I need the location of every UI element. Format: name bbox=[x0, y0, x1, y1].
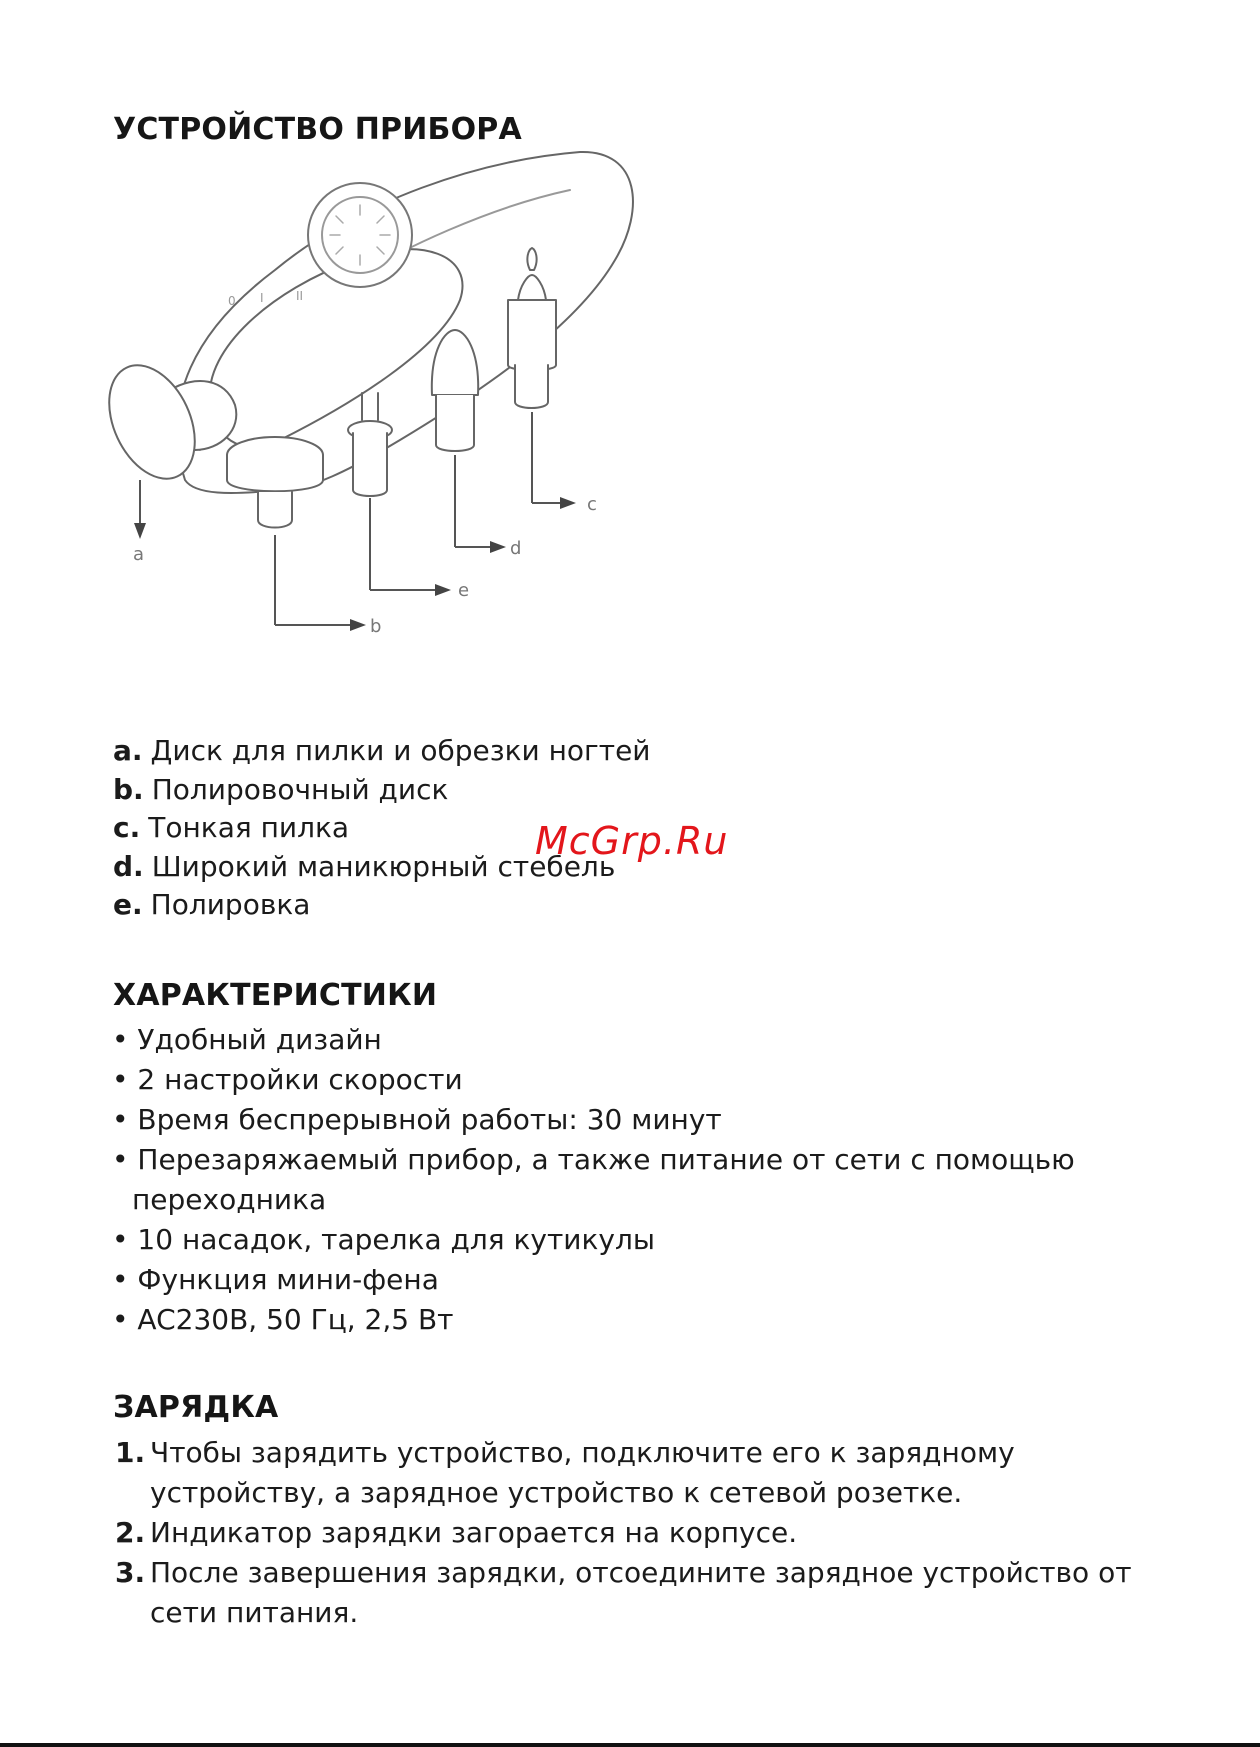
part-letter: b. bbox=[113, 772, 144, 806]
part-text: Тонкая пилка bbox=[148, 811, 350, 844]
part-text: Диск для пилки и обрезки ногтей bbox=[150, 734, 651, 767]
step-text: После завершения зарядки, отсоедините зарядное устройство от сети питания. bbox=[150, 1556, 1132, 1629]
list-item: • Перезаряжаемый прибор, а также питание от сети с помощью переходника bbox=[112, 1143, 1075, 1216]
list-item: • Время беспрерывной работы: 30 минут bbox=[112, 1103, 722, 1136]
part-text: Широкий маникюрный стебель bbox=[151, 849, 616, 883]
part-letter: d. bbox=[113, 849, 144, 883]
dial-mark-2: II bbox=[296, 289, 304, 303]
list-item: • 10 насадок, тарелка для кутикулы bbox=[112, 1223, 655, 1256]
bottom-rule bbox=[0, 1743, 1260, 1747]
label-d: d bbox=[510, 538, 522, 559]
features-list bbox=[112, 1020, 1172, 1340]
step-number: 1. bbox=[115, 1436, 146, 1469]
part-text: Полировка bbox=[150, 888, 311, 921]
features-section-title: ХАРАКТЕРИСТИКИ bbox=[113, 978, 438, 1013]
charging-list bbox=[115, 1433, 1175, 1633]
label-e: e bbox=[458, 580, 470, 601]
list-item: • Функция мини-фена bbox=[112, 1263, 439, 1296]
dial-mark-0: 0 bbox=[228, 294, 236, 308]
device-diagram bbox=[100, 150, 700, 720]
part-letter: e. bbox=[113, 888, 143, 921]
part-letter: c. bbox=[113, 811, 141, 844]
step-text: Чтобы зарядить устройство, подключите его к зарядному устройству, а зарядное устройство к сетевой розетке. bbox=[150, 1436, 1015, 1509]
part-letter: a. bbox=[113, 734, 143, 767]
list-item bbox=[115, 1553, 1175, 1633]
list-item bbox=[115, 1513, 1175, 1553]
step-text: Индикатор зарядки загорается на корпусе. bbox=[150, 1516, 798, 1549]
label-b: b bbox=[370, 616, 382, 637]
list-item: • 2 настройки скорости bbox=[112, 1063, 463, 1096]
device-section-title: УСТРОЙСТВО ПРИБОРА bbox=[113, 112, 522, 147]
dial-mark-1: I bbox=[260, 291, 264, 305]
list-item: • Удобный дизайн bbox=[112, 1023, 382, 1056]
step-number: 3. bbox=[115, 1556, 146, 1589]
part-text: Полировочный диск bbox=[151, 772, 449, 806]
list-item bbox=[113, 771, 651, 810]
list-item bbox=[115, 1433, 1175, 1513]
list-item bbox=[113, 732, 651, 771]
charging-section-title: ЗАРЯДКА bbox=[113, 1390, 279, 1425]
list-item: • AC230В, 50 Гц, 2,5 Вт bbox=[112, 1303, 454, 1336]
label-a: a bbox=[133, 544, 145, 565]
watermark: McGrp.Ru bbox=[535, 819, 729, 863]
label-c: c bbox=[587, 494, 597, 515]
list-item bbox=[113, 886, 651, 925]
step-number: 2. bbox=[115, 1516, 146, 1549]
